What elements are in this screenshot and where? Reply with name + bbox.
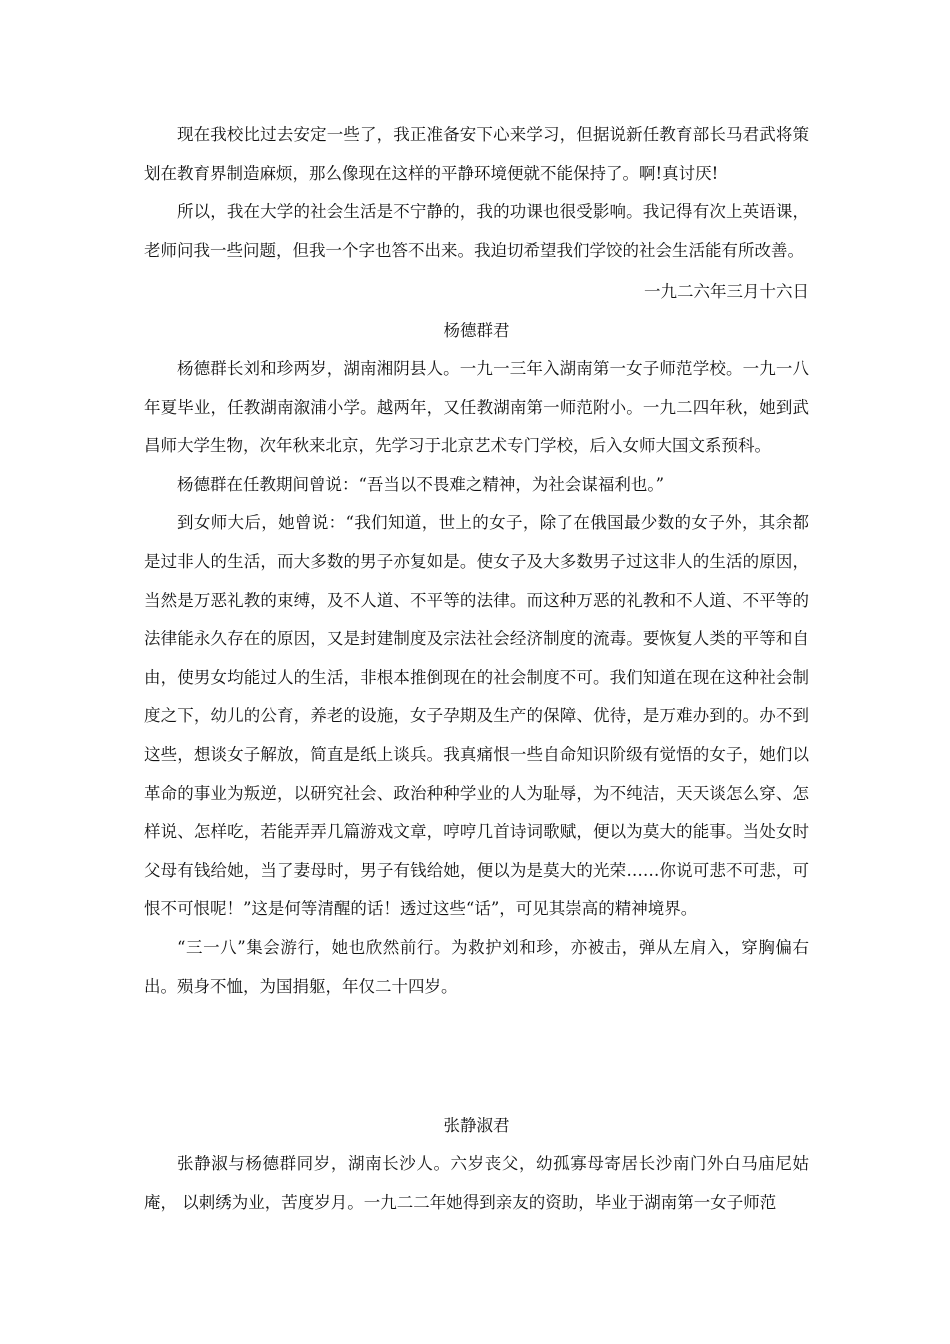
yang-paragraph-1: 杨德群长刘和珍两岁，湖南湘阴县人。一九一三年入湖南第一女子师范学校。一九一八 年夏毕业，任教湖南溆浦小学。越两年，又任教湖南第一师范附小。一九二四年秋，她到武昌师大学生物，次年秋来北京，先学习于北京艺术专门学校，后入女师大国文系预科。	[144, 359, 809, 456]
yang-paragraph-3: 到女师大后，她曾说：“我们知道，世上的女子，除了在俄国最少数的女子外，其余都是过非人的生活，而大多数的男子亦复如是。使女子及大多数男子过这非人的生活的原因，当然是万恶礼教的束缚，及不人道、不平等的法律。而这种万恶的礼教和不人道、不平等的法律能永久存在的原因，又是封建制度及宗法社会经济制度的流毒。要恢复人类的平等和自由，使男女均能过人的生活，非根本推倒现在的社会制度不可。我们知道在现在这种社会制度之下，幼儿的公育，养老的设施，女子孕期及生产的保障、优待，是万难办到的。办不到这些，想谈女子解放，简直是纸上谈兵。我真痛恨一些自命知识阶级有觉悟的女子，她们以革命的事业为叛逆，以研究社会、政治种种学业的人为耻辱，为不纯洁，天天谈怎么穿、怎样说、怎样吃，若能弄弄几篇游戏文章，哼哼几首诗词歌赋，便以为莫大的能事。当处女时父母有钱给她，当了妻母时，男子有钱给她，便以为是莫大的光荣……你说可悲不可悲，可恨不可恨呢！”这是何等清醒的话！透过这些“话”，可见其崇高的精神境界。	[144, 513, 809, 919]
section-heading-zhang: 张静淑君	[443, 1116, 510, 1135]
yang-paragraph-2: 杨德群在任教期间曾说：“吾当以不畏难之精神，为社会谋福利也。”	[177, 474, 665, 494]
zhang-paragraph-1: 张静淑与杨德群同岁，湖南长沙人。六岁丧父，幼孤寡母寄居长沙南门外白马庙尼姑庵， 以刺绣为业，苦度岁月。一九二二年她得到亲友的资助，毕业于湖南第一女子师范	[144, 1154, 809, 1212]
letter-paragraph-1: 现在我校比过去安定一些了，我正准备安下心来学习，但据说新任教育部长马君武将策划在教育界制造麻烦，那么像现在这样的平静环境便就不能保持了。啊!真讨厌!	[144, 125, 809, 183]
letter-body	[144, 116, 809, 270]
letter-paragraph-2: 所以，我在大学的社会生活是不宁静的，我的功课也很受影响。我记得有次上英语课，老师问我一些问题，但我一个字也答不出来。我迫切希望我们学饺的社会生活能有所改善。	[144, 202, 809, 260]
letter-date: 一九二六年三月十六日	[644, 282, 809, 301]
yang-paragraph-4: “三一八”集会游行，她也欣然前行。为救护刘和珍，亦被击，弹从左肩入，穿胸偏右出。殒身不恤，为国捐躯，年仅二十四岁。	[144, 937, 809, 996]
section-heading-yang: 杨德群君	[443, 321, 510, 340]
section-body-zhang	[144, 1145, 809, 1222]
section-body-yang	[144, 350, 809, 1006]
